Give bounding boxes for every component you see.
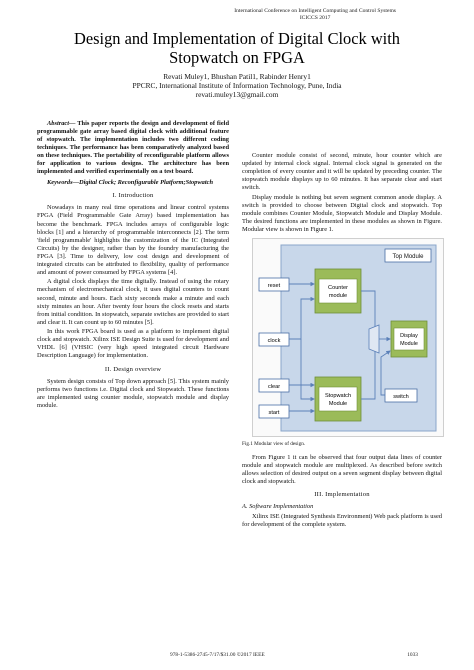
counter-module-label-1: Counter [328, 285, 348, 292]
section-heading-implementation: III. Implementation [314, 491, 370, 499]
implementation-paragraph-1: Xilinx ISE (Integrated Synthesis Environment) Web pack platform is used for development of the complete system. [242, 513, 442, 529]
figure-modular-view [252, 238, 444, 437]
left-column [37, 120, 229, 411]
keywords-text: —Digital Clock; Reconfigurable Platform;Stopwatch [72, 179, 213, 187]
stopwatch-module-label-1: Stopwatch [324, 393, 352, 400]
multiplexer-shape [369, 325, 379, 353]
author-names: Revati Muley1, Bhushan Patil1, Rabinder Henry1 [163, 72, 311, 81]
conference-acronym: ICICCS 2017 [299, 14, 331, 21]
stopwatch-module-label-2: Module [328, 401, 348, 408]
title-line-1: Design and Implementation of Digital Clock with [74, 29, 400, 48]
abstract-label: Abstract [47, 120, 70, 127]
footer-page-number: 1033 [407, 652, 418, 658]
design-paragraph-1: System design consists of Top down approach [5]. This system mainly performs two functions i.e. Digital clock and Stopwatch. These functions are implemented using counter module, stopwatch module and display module. [37, 377, 229, 409]
stopwatch-module-label-box [319, 387, 357, 411]
subsection-heading-software: A. Software Implementation [242, 503, 314, 511]
figure-discussion-paragraph: From Figure 1 it can be observed that four output data lines of counter module and stopwatch module are multiplexed. As described before switch allows selection of desired output on a seven segment display between digital clock and stopwatch. [242, 454, 442, 486]
paper-title [30, 29, 444, 67]
start-port-label: start [268, 410, 280, 417]
display-module-label-2: Module [400, 341, 418, 348]
abstract-paragraph [37, 120, 229, 176]
conference-header [234, 8, 396, 21]
intro-paragraph-3: In this work FPGA board is used as a platform to implement digital clock and stopwatch. Xilinx ISE Design Suite is used for development and VHDL [6] (VHSIC (very high speed integrated circuit Hardware Description Language) for implementation. [37, 328, 229, 360]
section-heading-design-overview: II. Design overview [104, 365, 162, 373]
display-module-label-1: Display [400, 333, 418, 340]
author-email: revati.muley13@gmail.com [195, 90, 279, 99]
display-module-paragraph: Display module is nothing but seven segment common anode display. A switch is provided to choose between Digital clock and stopwatch. Top module combines Counter Module, Stopwatch Module and Display Module. The desired functions are implemented in these modules as shown in Figure. Modular view is shown in Figure 1. [242, 193, 442, 234]
author-block [0, 72, 474, 99]
abstract-text: — This paper reports the design and development of field programmable gate array based digital clock with additional feature of stopwatch. The implementation includes two different coding techniques. The performance has been comparatively analyzed based on these techniques. The portability of reconfigurable platform allows for application to various designs. The architecture has been implemented and verified experimentally on a test board. [37, 120, 229, 176]
author-affiliation: PPCRC, International Institute of Information Technology, Pune, India [132, 81, 342, 90]
intro-paragraph-2: A digital clock displays the time digitally. Instead of using the rotary mechanism of electromechanical clock, it uses digital counters to count second, minute and hours. Each sixty seconds make a minute and each sixty minutes an hour. After twenty four hours the clock resets and starts from initial condition. In stopwatch, separate switches are provided to start and clear it. It can count up to 60 minutes [5]. [37, 278, 229, 326]
right-column [242, 152, 442, 531]
conference-name: International Conference on Intelligent Computing and Control Systems [234, 8, 396, 14]
counter-module-label-2: module [328, 293, 348, 300]
intro-paragraph-1: Nowadays in many real time operations and linear control systems FPGA (Field Programmable Gate Array) based implementation has become the benchmark. FPGA includes arrays of configurable logic blocks [1] and a hierarchy of programmable interconnects [2]. The term 'field programmable' highlights the customization of the IC (Integrated Circuits) by the designer, rather than by the foundry manufacturing the FPGA [3]. Time to delivery, low cost design and development of integrated circuits can be attributed to flexibility, quality of performance and amount of power consumed by FPGA systems [4]. [37, 204, 229, 276]
clock-port-label: clock [267, 338, 281, 345]
title-line-2: Stopwatch on FPGA [169, 48, 305, 67]
switch-label: switch [393, 394, 409, 401]
keywords-paragraph [37, 179, 229, 187]
figure-caption: Fig.1 Modular view of design. [242, 441, 306, 448]
counter-module-paragraph: Counter module consist of second, minute, hour counter which are updated by internal clock signal. Internal clock signal is generated on the completion of every counter and it will be updated by preceding counter. The stopwatch module displays up to 60 minutes. It has separate clear and start switch. [242, 152, 442, 192]
top-module-label: Top Module [392, 254, 424, 261]
modular-view-diagram [253, 239, 443, 436]
footer-isbn: 978-1-5386-2745-7/17/$31.00 ©2017 IEEE [170, 652, 265, 658]
reset-port-label: reset [267, 283, 281, 290]
counter-module-label-box [319, 279, 357, 303]
keywords-label: Keywords [47, 179, 73, 187]
section-heading-introduction: I. Introduction [112, 192, 154, 200]
clear-port-label: clear [267, 384, 281, 391]
